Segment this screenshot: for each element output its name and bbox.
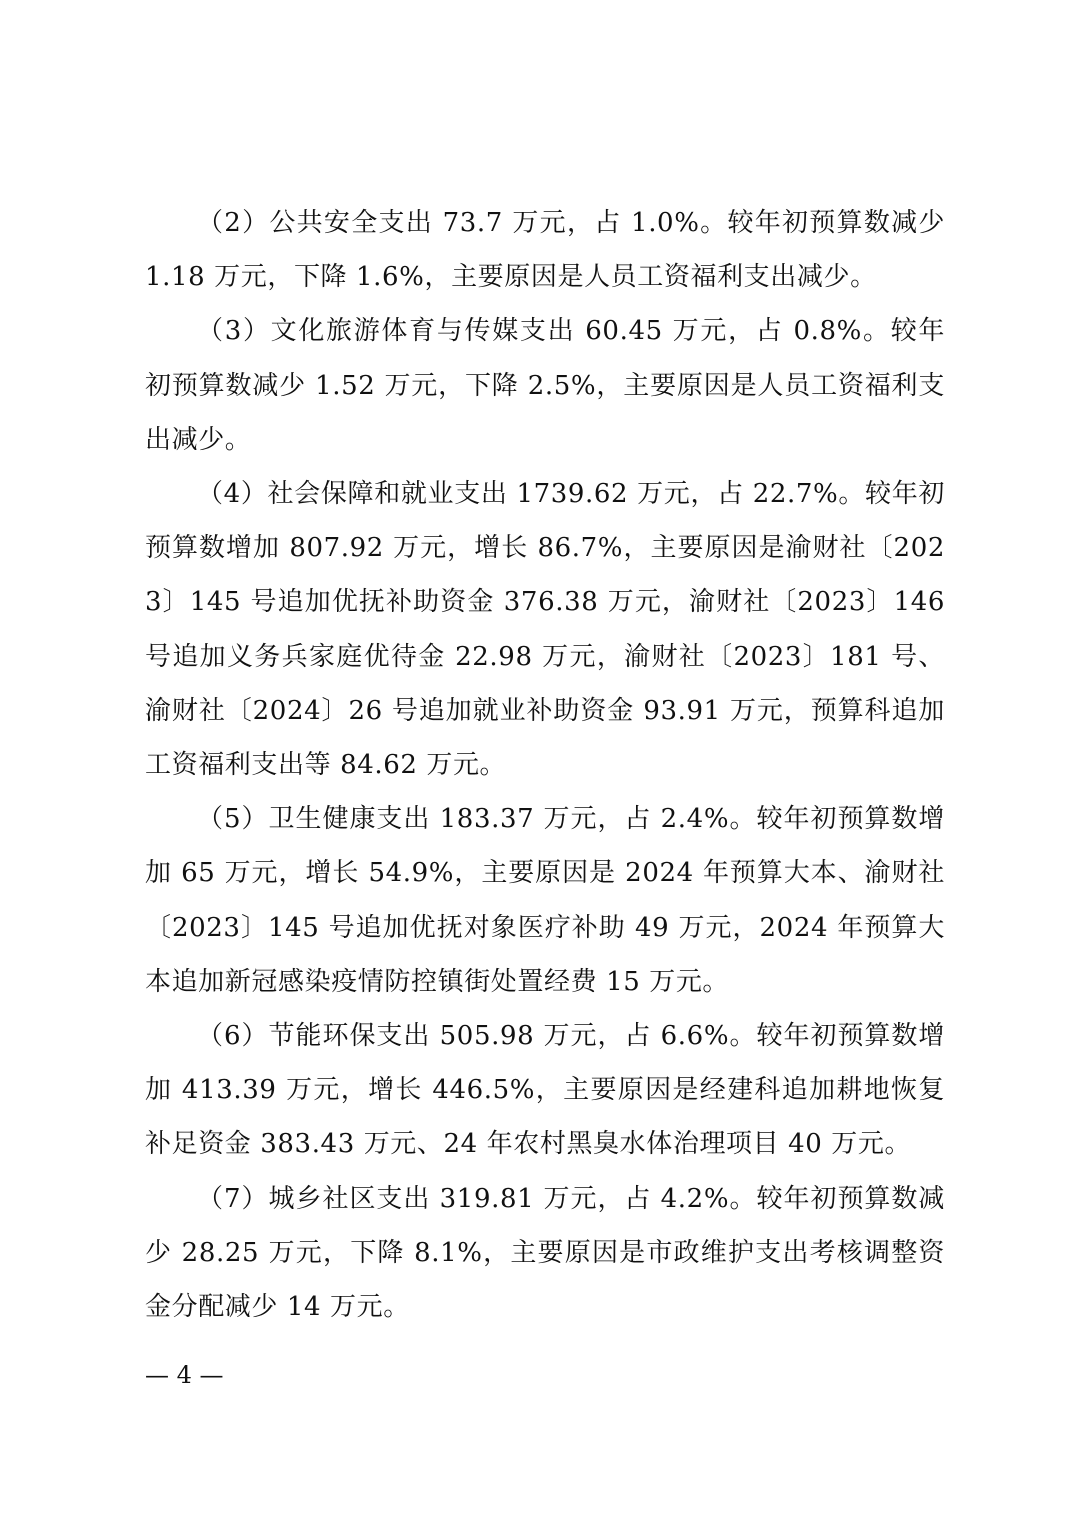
paragraph-public-security: （2）公共安全支出 73.7 万元，占 1.0%。较年初预算数减少 1.18 万元，下降 1.6%，主要原因是人员工资福利支出减少。 bbox=[145, 208, 945, 293]
paragraph-health: （5）卫生健康支出 183.37 万元，占 2.4%。较年初预算数增加 65 万元，增长 54.9%，主要原因是 2024 年预算大本、渝财社〔2023〕145 号追加优抚对象医疗补助 49 万元，2024 年预算大本追加新冠感染疫情防控镇街处置经费 15 万元。 bbox=[145, 804, 945, 997]
paragraph-culture-tourism: （3）文化旅游体育与传媒支出 60.45 万元，占 0.8%。较年初预算数减少 1.52 万元，下降 2.5%，主要原因是人员工资福利支出减少。 bbox=[145, 316, 945, 455]
document-body bbox=[145, 196, 945, 1334]
paragraph-urban-rural: （7）城乡社区支出 319.81 万元，占 4.2%。较年初预算数减少 28.25 万元，下降 8.1%，主要原因是市政维护支出考核调整资金分配减少 14 万元。 bbox=[145, 1183, 945, 1323]
paragraph-social-security: （4）社会保障和就业支出 1739.62 万元，占 22.7%。较年初预算数增加 807.92 万元，增长 86.7%，主要原因是渝财社〔2023〕145 号追加优抚补助资金 376.38 万元，渝财社〔2023〕146 号追加义务兵家庭优待金 22.98 万元，渝财社〔2023〕181 号、渝财社〔2024〕26 号追加就业补助资金 93.91 万元，预算科追加工资福利支出等 84.62 万元。 bbox=[145, 479, 945, 781]
page-number: — 4 — bbox=[145, 1361, 224, 1389]
paragraph-energy-environment: （6）节能环保支出 505.98 万元，占 6.6%。较年初预算数增加 413.39 万元，增长 446.5%，主要原因是经建科追加耕地恢复补足资金 383.43 万元、24 年农村黑臭水体治理项目 40 万元。 bbox=[145, 1021, 945, 1160]
